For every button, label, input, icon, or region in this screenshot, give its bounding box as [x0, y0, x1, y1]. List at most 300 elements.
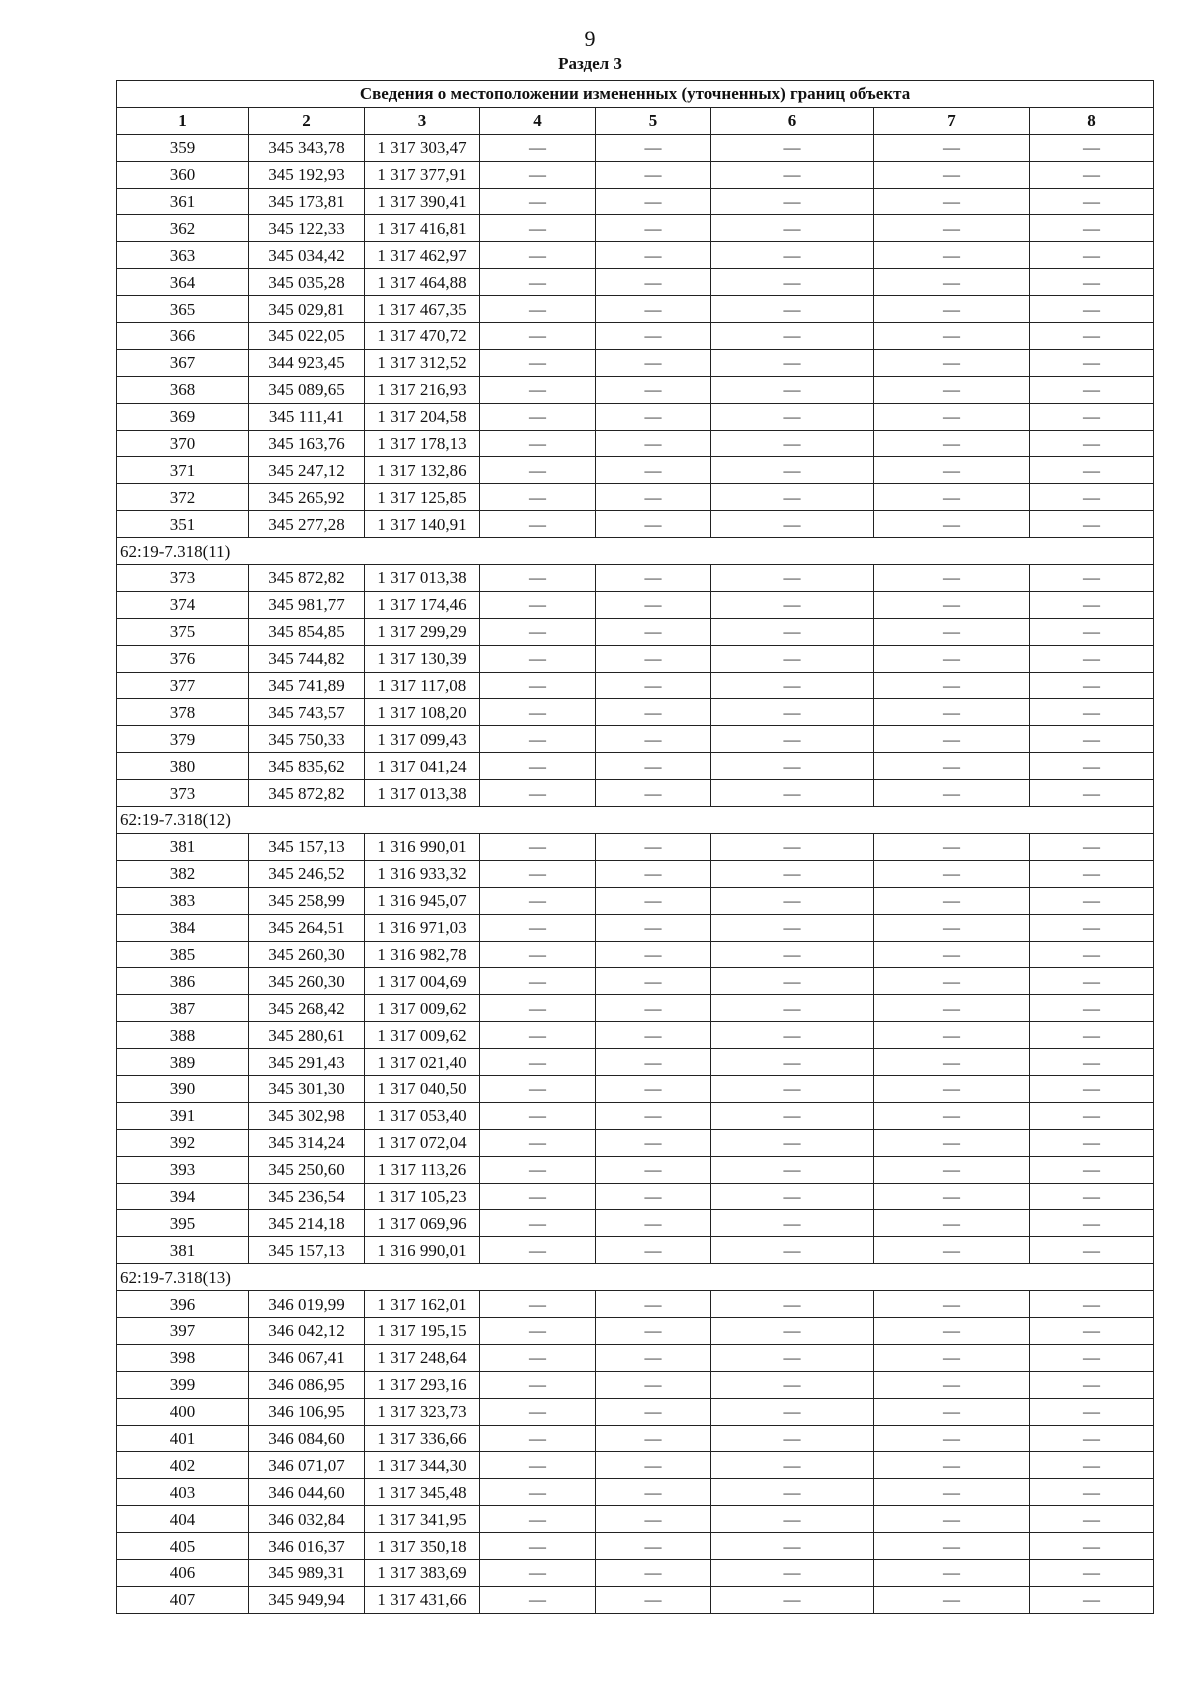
empty-value-dash: — [596, 376, 711, 403]
coord-x: 345 157,13 [249, 833, 365, 860]
empty-value-dash: — [874, 914, 1030, 941]
empty-value-dash: — [711, 1533, 874, 1560]
empty-value-dash: — [1030, 242, 1154, 269]
table-row [117, 645, 1154, 672]
coord-x: 345 157,13 [249, 1237, 365, 1264]
empty-value-dash: — [711, 484, 874, 511]
empty-value-dash: — [480, 1317, 596, 1344]
empty-value-dash: — [874, 457, 1030, 484]
table-row [117, 484, 1154, 511]
table-row [117, 968, 1154, 995]
empty-value-dash: — [480, 1344, 596, 1371]
coord-x: 346 019,99 [249, 1291, 365, 1318]
empty-value-dash: — [874, 349, 1030, 376]
column-header: 4 [480, 107, 596, 134]
table-row [117, 672, 1154, 699]
empty-value-dash: — [596, 645, 711, 672]
coord-y: 1 317 130,39 [365, 645, 480, 672]
empty-value-dash: — [711, 457, 874, 484]
empty-value-dash: — [711, 645, 874, 672]
table-row [117, 188, 1154, 215]
point-number: 367 [117, 349, 249, 376]
table-row [117, 1022, 1154, 1049]
empty-value-dash: — [711, 323, 874, 350]
table-caption: Сведения о местоположении измененных (уточненных) границ объекта [117, 81, 1154, 108]
empty-value-dash: — [874, 1425, 1030, 1452]
column-header: 1 [117, 107, 249, 134]
table-row [117, 323, 1154, 350]
cadastral-number: 62:19-7.318(13) [117, 1264, 1154, 1291]
empty-value-dash: — [711, 188, 874, 215]
empty-value-dash: — [596, 591, 711, 618]
empty-value-dash: — [1030, 430, 1154, 457]
coord-x: 346 084,60 [249, 1425, 365, 1452]
empty-value-dash: — [874, 1237, 1030, 1264]
empty-value-dash: — [1030, 1452, 1154, 1479]
empty-value-dash: — [874, 1022, 1030, 1049]
empty-value-dash: — [596, 430, 711, 457]
coord-y: 1 317 099,43 [365, 726, 480, 753]
empty-value-dash: — [874, 1586, 1030, 1613]
empty-value-dash: — [711, 1344, 874, 1371]
empty-value-dash: — [711, 672, 874, 699]
coord-y: 1 317 336,66 [365, 1425, 480, 1452]
table-row [117, 1237, 1154, 1264]
empty-value-dash: — [1030, 349, 1154, 376]
empty-value-dash: — [874, 1291, 1030, 1318]
table-row [117, 1049, 1154, 1076]
empty-value-dash: — [874, 753, 1030, 780]
empty-value-dash: — [480, 1291, 596, 1318]
empty-value-dash: — [596, 242, 711, 269]
empty-value-dash: — [480, 349, 596, 376]
empty-value-dash: — [596, 1533, 711, 1560]
coord-x: 345 250,60 [249, 1156, 365, 1183]
empty-value-dash: — [711, 941, 874, 968]
coord-y: 1 317 108,20 [365, 699, 480, 726]
cadastral-number: 62:19-7.318(11) [117, 538, 1154, 565]
empty-value-dash: — [596, 618, 711, 645]
empty-value-dash: — [1030, 134, 1154, 161]
empty-value-dash: — [874, 672, 1030, 699]
empty-value-dash: — [874, 1210, 1030, 1237]
coord-x: 345 277,28 [249, 511, 365, 538]
point-number: 392 [117, 1129, 249, 1156]
coord-y: 1 317 204,58 [365, 403, 480, 430]
empty-value-dash: — [480, 430, 596, 457]
column-header: 6 [711, 107, 874, 134]
point-number: 364 [117, 269, 249, 296]
coord-y: 1 317 416,81 [365, 215, 480, 242]
coord-y: 1 317 140,91 [365, 511, 480, 538]
column-header: 5 [596, 107, 711, 134]
empty-value-dash: — [480, 941, 596, 968]
empty-value-dash: — [1030, 1022, 1154, 1049]
empty-value-dash: — [1030, 188, 1154, 215]
point-number: 378 [117, 699, 249, 726]
empty-value-dash: — [874, 1075, 1030, 1102]
point-number: 386 [117, 968, 249, 995]
empty-value-dash: — [711, 1102, 874, 1129]
empty-value-dash: — [874, 511, 1030, 538]
coord-x: 344 923,45 [249, 349, 365, 376]
empty-value-dash: — [1030, 1049, 1154, 1076]
point-number: 407 [117, 1586, 249, 1613]
empty-value-dash: — [1030, 1183, 1154, 1210]
empty-value-dash: — [480, 914, 596, 941]
coord-x: 345 989,31 [249, 1559, 365, 1586]
empty-value-dash: — [1030, 833, 1154, 860]
coord-x: 345 280,61 [249, 1022, 365, 1049]
coord-y: 1 317 195,15 [365, 1317, 480, 1344]
empty-value-dash: — [480, 618, 596, 645]
point-number: 404 [117, 1506, 249, 1533]
point-number: 382 [117, 860, 249, 887]
coord-x: 345 260,30 [249, 968, 365, 995]
column-header: 3 [365, 107, 480, 134]
coord-y: 1 317 178,13 [365, 430, 480, 457]
coord-y: 1 317 162,01 [365, 1291, 480, 1318]
empty-value-dash: — [596, 1210, 711, 1237]
coord-x: 345 854,85 [249, 618, 365, 645]
table-row [117, 1129, 1154, 1156]
table-row [117, 296, 1154, 323]
empty-value-dash: — [480, 1075, 596, 1102]
empty-value-dash: — [596, 1237, 711, 1264]
coord-x: 346 016,37 [249, 1533, 365, 1560]
empty-value-dash: — [711, 1022, 874, 1049]
empty-value-dash: — [711, 161, 874, 188]
empty-value-dash: — [711, 349, 874, 376]
empty-value-dash: — [1030, 403, 1154, 430]
empty-value-dash: — [480, 833, 596, 860]
coord-x: 345 741,89 [249, 672, 365, 699]
empty-value-dash: — [596, 457, 711, 484]
coord-x: 346 044,60 [249, 1479, 365, 1506]
coord-y: 1 317 021,40 [365, 1049, 480, 1076]
empty-value-dash: — [874, 1533, 1030, 1560]
coord-x: 345 258,99 [249, 887, 365, 914]
table-row [117, 1210, 1154, 1237]
empty-value-dash: — [596, 511, 711, 538]
column-header-row [117, 107, 1154, 134]
empty-value-dash: — [596, 1425, 711, 1452]
empty-value-dash: — [711, 1452, 874, 1479]
empty-value-dash: — [1030, 1506, 1154, 1533]
empty-value-dash: — [1030, 484, 1154, 511]
empty-value-dash: — [711, 134, 874, 161]
empty-value-dash: — [596, 188, 711, 215]
point-number: 376 [117, 645, 249, 672]
column-header: 7 [874, 107, 1030, 134]
empty-value-dash: — [596, 753, 711, 780]
empty-value-dash: — [596, 968, 711, 995]
point-number: 401 [117, 1425, 249, 1452]
table-row [117, 1398, 1154, 1425]
table-row [117, 995, 1154, 1022]
empty-value-dash: — [874, 188, 1030, 215]
page-number: 9 [584, 26, 596, 51]
coord-y: 1 317 303,47 [365, 134, 480, 161]
table-row [117, 1533, 1154, 1560]
point-number: 359 [117, 134, 249, 161]
point-number: 377 [117, 672, 249, 699]
point-number: 402 [117, 1452, 249, 1479]
empty-value-dash: — [874, 1049, 1030, 1076]
empty-value-dash: — [874, 1183, 1030, 1210]
empty-value-dash: — [480, 887, 596, 914]
empty-value-dash: — [874, 995, 1030, 1022]
coord-y: 1 317 323,73 [365, 1398, 480, 1425]
empty-value-dash: — [1030, 565, 1154, 592]
empty-value-dash: — [1030, 1129, 1154, 1156]
coord-y: 1 317 216,93 [365, 376, 480, 403]
empty-value-dash: — [480, 1398, 596, 1425]
empty-value-dash: — [596, 1022, 711, 1049]
coord-x: 345 022,05 [249, 323, 365, 350]
table-row [117, 349, 1154, 376]
coord-y: 1 317 431,66 [365, 1586, 480, 1613]
empty-value-dash: — [480, 699, 596, 726]
coord-x: 345 247,12 [249, 457, 365, 484]
point-number: 375 [117, 618, 249, 645]
coord-y: 1 317 344,30 [365, 1452, 480, 1479]
empty-value-dash: — [874, 968, 1030, 995]
empty-value-dash: — [596, 699, 711, 726]
empty-value-dash: — [711, 296, 874, 323]
empty-value-dash: — [596, 323, 711, 350]
coord-x: 345 835,62 [249, 753, 365, 780]
empty-value-dash: — [874, 941, 1030, 968]
empty-value-dash: — [874, 1371, 1030, 1398]
empty-value-dash: — [711, 833, 874, 860]
point-number: 369 [117, 403, 249, 430]
empty-value-dash: — [596, 1371, 711, 1398]
coord-y: 1 317 462,97 [365, 242, 480, 269]
point-number: 381 [117, 1237, 249, 1264]
table-row [117, 242, 1154, 269]
empty-value-dash: — [1030, 1371, 1154, 1398]
empty-value-dash: — [480, 1102, 596, 1129]
empty-value-dash: — [480, 242, 596, 269]
empty-value-dash: — [874, 1102, 1030, 1129]
empty-value-dash: — [1030, 968, 1154, 995]
empty-value-dash: — [711, 1398, 874, 1425]
point-number: 373 [117, 565, 249, 592]
table-row [117, 134, 1154, 161]
empty-value-dash: — [480, 215, 596, 242]
column-header: 8 [1030, 107, 1154, 134]
empty-value-dash: — [1030, 323, 1154, 350]
empty-value-dash: — [711, 995, 874, 1022]
point-number: 368 [117, 376, 249, 403]
coord-y: 1 317 125,85 [365, 484, 480, 511]
empty-value-dash: — [711, 1049, 874, 1076]
coord-x: 345 163,76 [249, 430, 365, 457]
empty-value-dash: — [480, 726, 596, 753]
empty-value-dash: — [874, 618, 1030, 645]
empty-value-dash: — [711, 1291, 874, 1318]
empty-value-dash: — [596, 1479, 711, 1506]
empty-value-dash: — [596, 134, 711, 161]
empty-value-dash: — [1030, 1075, 1154, 1102]
empty-value-dash: — [480, 1156, 596, 1183]
empty-value-dash: — [596, 1586, 711, 1613]
coord-x: 345 744,82 [249, 645, 365, 672]
coord-x: 345 111,41 [249, 403, 365, 430]
coord-x: 345 302,98 [249, 1102, 365, 1129]
table-row [117, 618, 1154, 645]
empty-value-dash: — [480, 968, 596, 995]
empty-value-dash: — [480, 672, 596, 699]
empty-value-dash: — [1030, 269, 1154, 296]
empty-value-dash: — [874, 484, 1030, 511]
empty-value-dash: — [711, 591, 874, 618]
empty-value-dash: — [874, 1506, 1030, 1533]
empty-value-dash: — [874, 376, 1030, 403]
empty-value-dash: — [480, 511, 596, 538]
empty-value-dash: — [596, 1317, 711, 1344]
empty-value-dash: — [1030, 1559, 1154, 1586]
empty-value-dash: — [711, 1371, 874, 1398]
coord-x: 345 265,92 [249, 484, 365, 511]
empty-value-dash: — [874, 1559, 1030, 1586]
table-row [117, 1506, 1154, 1533]
coord-y: 1 317 053,40 [365, 1102, 480, 1129]
empty-value-dash: — [480, 296, 596, 323]
section-title: Раздел 3 [558, 54, 622, 73]
empty-value-dash: — [711, 403, 874, 430]
empty-value-dash: — [1030, 995, 1154, 1022]
coord-y: 1 316 933,32 [365, 860, 480, 887]
point-number: 387 [117, 995, 249, 1022]
coord-y: 1 317 113,26 [365, 1156, 480, 1183]
coord-x: 345 343,78 [249, 134, 365, 161]
table-row [117, 161, 1154, 188]
table-row [117, 591, 1154, 618]
coord-y: 1 316 945,07 [365, 887, 480, 914]
coord-y: 1 317 390,41 [365, 188, 480, 215]
coord-y: 1 317 312,52 [365, 349, 480, 376]
empty-value-dash: — [1030, 1237, 1154, 1264]
empty-value-dash: — [1030, 296, 1154, 323]
point-number: 397 [117, 1317, 249, 1344]
empty-value-dash: — [596, 833, 711, 860]
empty-value-dash: — [711, 699, 874, 726]
empty-value-dash: — [711, 726, 874, 753]
empty-value-dash: — [1030, 1425, 1154, 1452]
table-row [117, 1317, 1154, 1344]
empty-value-dash: — [596, 1344, 711, 1371]
empty-value-dash: — [480, 188, 596, 215]
empty-value-dash: — [480, 1371, 596, 1398]
empty-value-dash: — [1030, 1317, 1154, 1344]
empty-value-dash: — [874, 591, 1030, 618]
empty-value-dash: — [711, 753, 874, 780]
coord-x: 345 035,28 [249, 269, 365, 296]
coord-x: 345 089,65 [249, 376, 365, 403]
coord-x: 345 268,42 [249, 995, 365, 1022]
empty-value-dash: — [596, 403, 711, 430]
empty-value-dash: — [874, 430, 1030, 457]
empty-value-dash: — [1030, 780, 1154, 807]
empty-value-dash: — [711, 269, 874, 296]
empty-value-dash: — [874, 1452, 1030, 1479]
point-number: 370 [117, 430, 249, 457]
empty-value-dash: — [711, 1479, 874, 1506]
coord-y: 1 317 069,96 [365, 1210, 480, 1237]
empty-value-dash: — [711, 376, 874, 403]
table-row [117, 1586, 1154, 1613]
table-row [117, 430, 1154, 457]
empty-value-dash: — [596, 1452, 711, 1479]
coord-x: 345 214,18 [249, 1210, 365, 1237]
coord-y: 1 317 467,35 [365, 296, 480, 323]
empty-value-dash: — [596, 1129, 711, 1156]
empty-value-dash: — [480, 645, 596, 672]
empty-value-dash: — [1030, 887, 1154, 914]
empty-value-dash: — [480, 860, 596, 887]
group-header-row [117, 538, 1154, 565]
coord-y: 1 317 072,04 [365, 1129, 480, 1156]
empty-value-dash: — [480, 1559, 596, 1586]
empty-value-dash: — [596, 161, 711, 188]
coord-x: 345 029,81 [249, 296, 365, 323]
coord-x: 345 743,57 [249, 699, 365, 726]
point-number: 374 [117, 591, 249, 618]
point-number: 373 [117, 780, 249, 807]
point-number: 360 [117, 161, 249, 188]
point-number: 390 [117, 1075, 249, 1102]
coord-y: 1 317 464,88 [365, 269, 480, 296]
coord-y: 1 317 350,18 [365, 1533, 480, 1560]
table-row [117, 941, 1154, 968]
point-number: 396 [117, 1291, 249, 1318]
empty-value-dash: — [480, 323, 596, 350]
point-number: 380 [117, 753, 249, 780]
empty-value-dash: — [480, 1129, 596, 1156]
empty-value-dash: — [596, 780, 711, 807]
empty-value-dash: — [480, 484, 596, 511]
empty-value-dash: — [596, 1102, 711, 1129]
empty-value-dash: — [480, 457, 596, 484]
empty-value-dash: — [1030, 618, 1154, 645]
table-row [117, 887, 1154, 914]
coord-y: 1 317 040,50 [365, 1075, 480, 1102]
empty-value-dash: — [874, 645, 1030, 672]
table-row [117, 1479, 1154, 1506]
coord-x: 345 872,82 [249, 565, 365, 592]
empty-value-dash: — [480, 565, 596, 592]
table-body [117, 134, 1154, 1613]
empty-value-dash: — [874, 215, 1030, 242]
empty-value-dash: — [596, 1156, 711, 1183]
empty-value-dash: — [874, 1344, 1030, 1371]
empty-value-dash: — [1030, 1398, 1154, 1425]
empty-value-dash: — [711, 1317, 874, 1344]
empty-value-dash: — [874, 269, 1030, 296]
empty-value-dash: — [1030, 511, 1154, 538]
point-number: 384 [117, 914, 249, 941]
coord-y: 1 317 041,24 [365, 753, 480, 780]
empty-value-dash: — [480, 591, 596, 618]
empty-value-dash: — [596, 941, 711, 968]
group-header-row [117, 807, 1154, 834]
point-number: 385 [117, 941, 249, 968]
empty-value-dash: — [711, 565, 874, 592]
empty-value-dash: — [596, 565, 711, 592]
empty-value-dash: — [596, 1559, 711, 1586]
